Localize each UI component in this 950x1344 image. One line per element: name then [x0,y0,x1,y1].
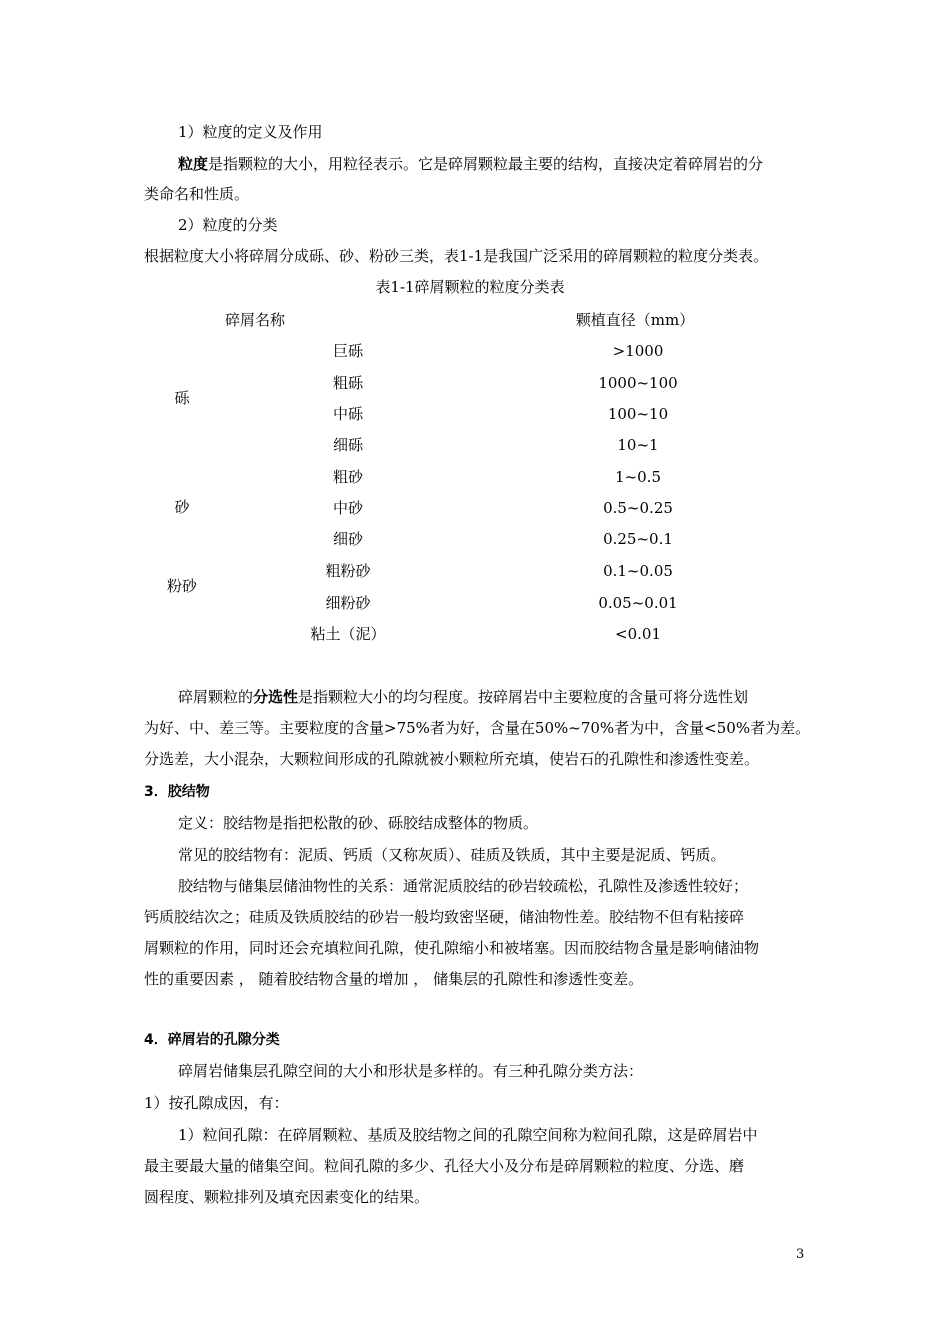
table-row-name: 粗砾 [332,374,363,392]
table-row-size: 10~1 [617,436,659,454]
table-row-size: 1000~100 [598,374,678,392]
table-row-name: 粗粉砂 [325,562,371,580]
table-row-size: <0.01 [615,625,661,643]
heading-cement: 3．胶结物 [144,784,210,800]
paragraph-granularity-line1: 粒度是指颗粒的大小，用粒径表示。它是碎屑颗粒最主要的结构，直接决定着碎屑岩的分 [178,155,764,173]
paragraph-pore-intro: 碎屑岩储集层孔隙空间的大小和形状是多样的。有三种孔隙分类方法： [178,1062,644,1080]
group-gravel: 砾 [174,389,190,407]
table-row-size: 1~0.5 [615,468,661,486]
table-row-size: 0.25~0.1 [603,530,673,548]
term-granularity: 粒度 [178,155,209,173]
term-sorting: 分选性 [253,688,299,706]
page-number: 3 [796,1247,805,1262]
heading-granularity-definition: 1）粒度的定义及作用 [178,123,323,141]
table-row-size: 0.05~0.01 [598,594,678,612]
table-row-size: 0.1~0.05 [603,562,673,580]
paragraph-intergranular-line2: 最主要最大量的储集空间。粒间孔隙的多少、孔径大小及分布是碎屑颗粒的粒度、分选、磨 [144,1157,745,1175]
table-row-name: 细砂 [332,530,363,548]
paragraph-intergranular-line1: 1）粒间孔隙：在碎屑颗粒、基质及胶结物之间的孔隙空间称为粒间孔隙，这是碎屑岩中 [178,1126,758,1144]
paragraph-granularity-line2: 类命名和性质。 [144,185,250,203]
paragraph-sorting-line3: 分选差，大小混杂，大颗粒间形成的孔隙就被小颗粒所充填，使岩石的孔隙性和渗透性变差。 [144,750,760,768]
paragraph-cement-definition: 定义：胶结物是指把松散的砂、砾胶结成整体的物质。 [178,814,539,832]
subheading-pore-origin: 1）按孔隙成因，有： [144,1094,289,1112]
table-row-name: 粗砂 [332,468,363,486]
paragraph-cement-relation-line1: 胶结物与储集层储油物性的关系：通常泥质胶结的砂岩较疏松，孔隙性及渗透性较好； [178,877,749,895]
group-silt: 粉砂 [166,577,197,595]
paragraph-cement-common: 常见的胶结物有：泥质、钙质（又称灰质）、硅质及铁质，其中主要是泥质、钙质。 [178,846,726,864]
paragraph-sorting-line2: 为好、中、差三等。主要粒度的含量>75%者为好，含量在50%~70%者为中，含量<50%者为差。 [144,719,811,737]
heading-granularity-classification: 2）粒度的分类 [178,216,278,234]
group-sand: 砂 [174,498,190,516]
paragraph-cement-relation-line2: 钙质胶结次之；硅质及铁质胶结的砂岩一般均致密坚硬，储油物性差。胶结物不但有粘接碎 [144,908,745,926]
paragraph-cement-relation-line3: 屑颗粒的作用，同时还会充填粒间孔隙，使孔隙缩小和被堵塞。因而胶结物含量是影响储油物 [144,939,760,957]
table-row-name: 巨砾 [332,342,363,360]
table-row-name: 粘土（泥） [310,625,386,643]
table-row-name: 细砾 [332,436,363,454]
table-row-name: 细粉砂 [325,594,371,612]
table-header-diameter: 颗植直径（mm） [575,311,695,329]
heading-pore-classification: 4．碎屑岩的孔隙分类 [144,1032,280,1048]
paragraph-sorting-line1: 碎屑颗粒的分选性是指颗粒大小的均匀程度。按碎屑岩中主要粒度的含量可将分选性划 [178,688,749,706]
paragraph-cement-relation-line4: 性的重要因素 ， 随着胶结物含量的增加 ， 储集层的孔隙性和渗透性变差。 [144,970,644,988]
paragraph-intergranular-line3: 圆程度、颗粒排列及填充因素变化的结果。 [144,1188,430,1206]
table-row-size: 0.5~0.25 [603,499,673,517]
table-row-size: 100~10 [607,405,669,423]
table-row-name: 中砂 [332,499,363,517]
table-row-name: 中砾 [332,405,363,423]
table-row-size: >1000 [612,342,664,360]
table-header-name: 碎屑名称 [224,311,285,329]
paragraph-classification: 根据粒度大小将碎屑分成砾、砂、粉砂三类，表1-1是我国广泛采用的碎屑颗粒的粒度分类表。 [144,247,769,265]
table-caption: 表1-1碎屑颗粒的粒度分类表 [375,278,565,296]
